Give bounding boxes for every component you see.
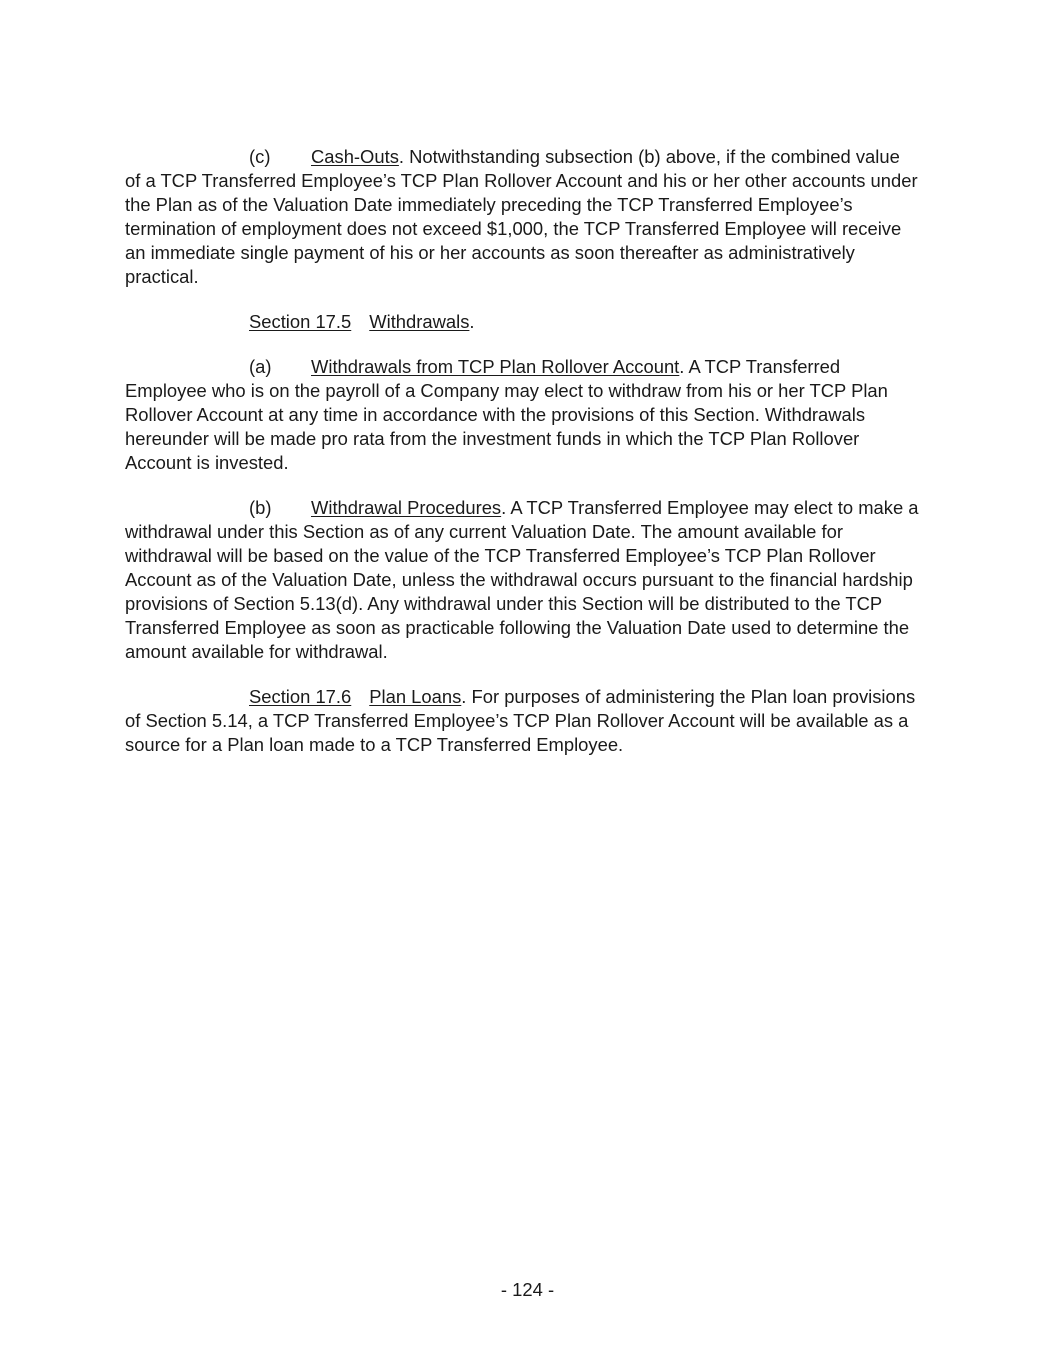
page-number: - 124 - <box>500 1279 555 1300</box>
paragraph-b-withdrawal-procedures <box>125 496 920 664</box>
section-17-6-plan-loans <box>125 685 920 757</box>
paragraph-c-cash-outs <box>125 145 920 289</box>
section-17-5-heading <box>125 310 920 334</box>
section-body: . For purposes of administering the Plan loan provisions of Section 5.14, a TCP Transferred Employee’s TCP Plan Rollover Account will be available as a source for a Plan loan made to a TCP Transferred Employee. <box>125 686 916 755</box>
paragraph-label: (b) <box>249 497 272 518</box>
paragraph-label: (c) <box>249 146 271 167</box>
section-title-suffix: . <box>469 311 475 332</box>
section-title: Plan Loans <box>369 686 462 707</box>
paragraph-title: Withdrawal Procedures <box>311 497 502 518</box>
document-page <box>125 145 920 778</box>
paragraph-body: . A TCP Transferred Employee may elect to make a withdrawal under this Section as of any current Valuation Date. The amount available for withdrawal will be based on the value of the TCP Transferred Employee’s TCP Plan Rollover Account as of the Valuation Date, unless the withdrawal occurs pursuant to the financial hardship provisions of Section 5.13(d). Any withdrawal under this Section will be distributed to the TCP Transferred Employee as soon as practicable following the Valuation Date used to determine the amount available for withdrawal. <box>125 497 919 662</box>
paragraph-body: . Notwithstanding subsection (b) above, if the combined value of a TCP Transferred Employee’s TCP Plan Rollover Account and his or her other accounts under the Plan as of the Valuation Date immediately preceding the TCP Transferred Employee’s termination of employment does not exceed $1,000, the TCP Transferred Employee will receive an immediate single payment of his or her accounts as soon thereafter as administratively practical. <box>125 146 918 287</box>
paragraph-title: Withdrawals from TCP Plan Rollover Account <box>311 356 680 377</box>
paragraph-body: . A TCP Transferred Employee who is on the payroll of a Company may elect to withdraw from his or her TCP Plan Rollover Account at any time in accordance with the provisions of this Section. Withdrawals hereunder will be made pro rata from the investment funds in which the TCP Plan Rollover Account is invested. <box>125 356 888 473</box>
paragraph-label: (a) <box>249 356 272 377</box>
section-number: Section 17.5 <box>249 311 352 332</box>
section-title: Withdrawals <box>369 311 470 332</box>
paragraph-a-withdrawals <box>125 355 920 475</box>
paragraph-title: Cash-Outs <box>311 146 399 167</box>
section-number: Section 17.6 <box>249 686 352 707</box>
